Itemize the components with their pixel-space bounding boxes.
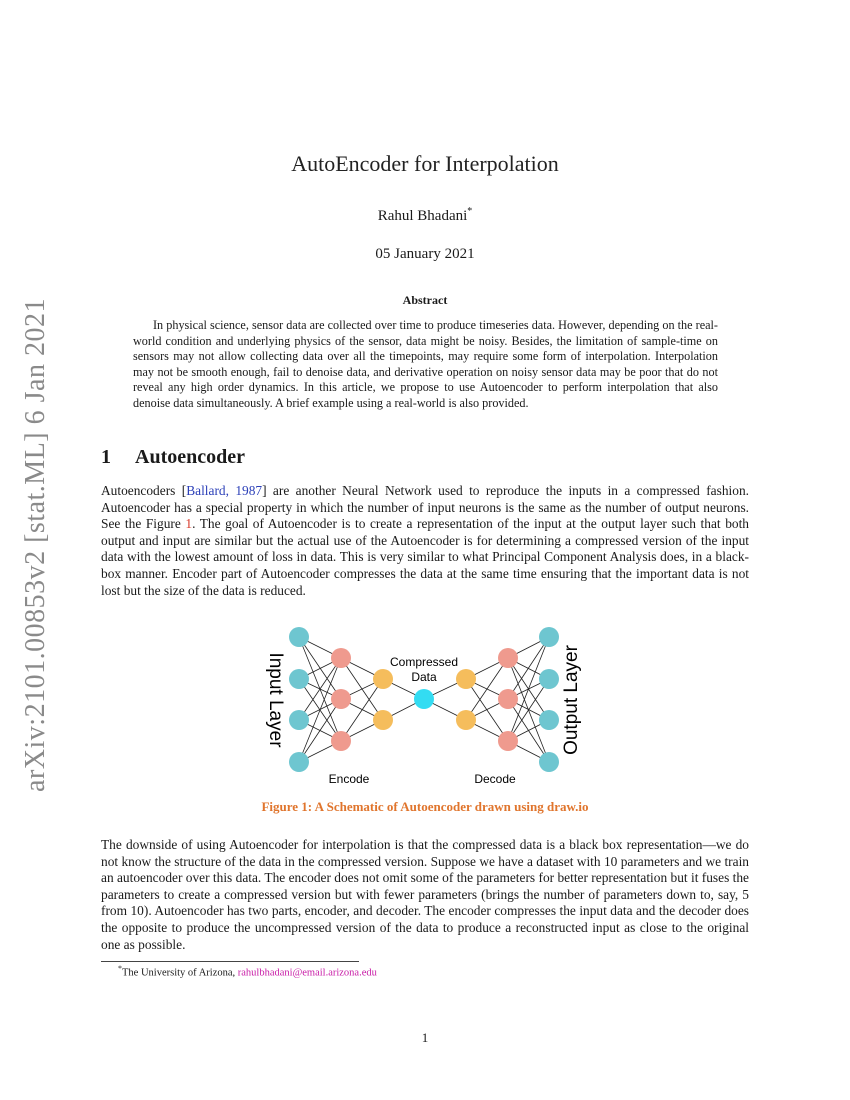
decoder-inner-node [456,669,476,689]
author-email-link[interactable]: rahulbhadani@email.arizona.edu [237,967,377,979]
input-node [289,752,309,772]
encoder-inner-node [373,669,393,689]
decoder-inner-node [456,710,476,730]
citation-link[interactable]: Ballard, 1987 [186,483,263,498]
figure-caption: Figure 1: A Schematic of Autoencoder drawn using draw.io [261,799,589,814]
input-node [289,669,309,689]
input-layer-label: Input Layer [265,652,286,748]
output-node [539,710,559,730]
output-layer-label: Output Layer [561,645,582,755]
decoder-hidden-node [498,731,518,751]
input-node [289,627,309,647]
paper-title: AutoEncoder for Interpolation [291,151,559,176]
footnote-text: The University of Arizona, [122,967,238,979]
body-paragraph-2: The downside of using Autoencoder for interpolation is that the compressed data is a black box representation—we do not know the structure of the data in the compressed version. Suppose we have a dataset with 10 parameters and we train an autoencoder over this data. The encoder does not omit some of the parameters for better representation but it fuses the parameters to create a compressed version but with fewer parameters (brings the number of parameters down to, say, 5 from 10). Autoencoder has two parts, encoder, and decoder. The encoder compresses the input data and the decoder does the opposite to produce the uncompressed version of the data to produce a reconstructed input as close to the original one as possible. [101,837,749,952]
footnote-divider [101,961,359,962]
compressed-data-label-line1: Compressed [389,655,459,669]
author-name: Rahul Bhadani [377,208,468,224]
decode-label: Decode [474,772,516,786]
page-number: 1 [421,1030,429,1045]
encoder-hidden-node [331,731,351,751]
author-line [0,206,850,225]
section-title: Autoencoder [135,446,245,468]
abstract-heading: Abstract [402,293,448,307]
para1-text-b: ] are another Neural Network used to reproduce the inputs in a compressed fashion. Autoencoder has a special property in which the number of input neurons is the same as the number of output neurons. See the Figure [101,483,749,532]
footnote [118,964,377,979]
output-node [539,752,559,772]
para1-text-a: Autoencoders [ [101,483,187,498]
output-node [539,627,559,647]
input-node [289,710,309,730]
encoder-hidden-node [331,648,351,668]
author-footnote-mark: * [467,206,473,217]
body-paragraph-1 [101,483,749,599]
decoder-hidden-node [498,648,518,668]
section-number: 1 [101,446,111,468]
arxiv-identifier: arXiv:2101.00853v2 [stat.ML] 6 Jan 2021 [20,298,51,792]
footnote-mark: * [118,964,122,973]
compressed-data-label-line2: Data [411,670,437,684]
section-heading [101,446,245,469]
code-node [414,689,434,709]
encoder-hidden-node [331,689,351,709]
encode-label: Encode [328,772,370,786]
output-node [539,669,559,689]
autoencoder-diagram [0,620,850,800]
network-edge [299,699,341,762]
encoder-inner-node [373,710,393,730]
para1-text-c: . The goal of Autoencoder is to create a representation of the input at the output layer such that both output and input are similar but the actual use of the Autoencoder is for determining a compressed version of the input data with the lowest amount of loss in data. This is very similar to what Principal Component Analysis does, in a black-box manner. Encoder part of Autoencoder compresses the data at the same time ensuring that the important data is not lost but the size of the data is reduced. [101,516,749,598]
autoencoder-figure [0,620,850,800]
figure-ref-link[interactable]: 1 [185,516,193,532]
network-nodes [289,627,559,772]
decoder-hidden-node [498,689,518,709]
abstract-text: In physical science, sensor data are collected over time to produce timeseries data. However, depending on the real-world condition and underlying physics of the sensor, data might be noisy. Besides, the limitation of sample-time on sensors may not allow collecting data over all the timepoints, may require some form of interpolation. Interpolation may not be smooth enough, fail to denoise data, and derivative operation on noisy sensor data may be poor that do not reveal any high order dynamics. In this article, we propose to use Autoencoder to perform interpolation that also denoise data simultaneously. A brief example using a real-world is also provided. [133,318,718,410]
paper-date: 05 January 2021 [375,246,475,262]
